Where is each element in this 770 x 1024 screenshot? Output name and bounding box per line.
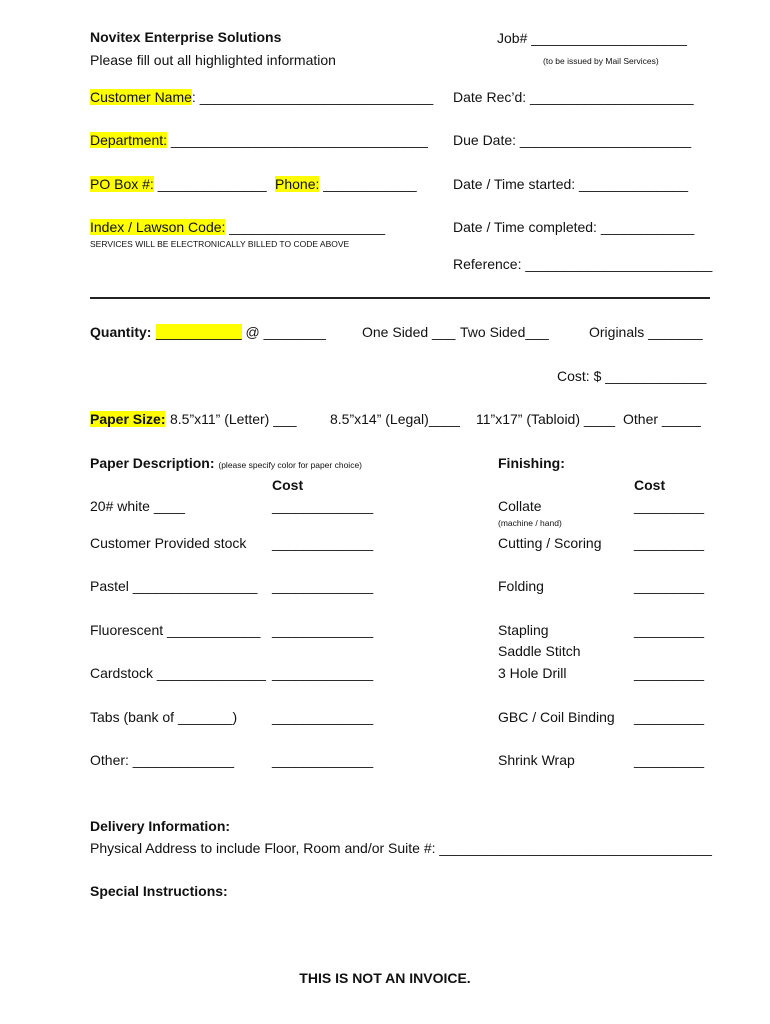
paper-item-fluorescent[interactable]: Fluorescent ____________ (90, 622, 261, 638)
date-received-field[interactable]: Date Rec’d: _____________________ (453, 89, 694, 105)
quantity-row (156, 323, 326, 341)
finishing-folding-cost[interactable]: _________ (634, 578, 705, 594)
paper-letter-option[interactable]: 8.5”x11” (Letter) ___ (170, 411, 297, 427)
paper-cost-fluorescent[interactable]: _____________ (272, 622, 374, 638)
instruction-text: Please fill out all highlighted information (90, 52, 336, 68)
paper-size-label: Paper Size: (90, 411, 166, 427)
pobox-row (90, 175, 267, 193)
finishing-hole-drill: 3 Hole Drill (498, 665, 567, 681)
paper-cost-white[interactable]: _____________ (272, 498, 374, 514)
delivery-address-field[interactable]: Physical Address to include Floor, Room and/or Suite #: ___________________________________ (90, 840, 712, 856)
finishing-stapling: Stapling (498, 622, 549, 638)
pobox-field[interactable]: ______________ (153, 176, 267, 192)
department-row (90, 131, 428, 149)
quantity-label: Quantity: (90, 324, 152, 340)
special-instructions-label: Special Instructions: (90, 883, 228, 899)
section-divider (90, 297, 710, 299)
date-started-field[interactable]: Date / Time started: ______________ (453, 176, 689, 192)
paper-other-option[interactable]: Other _____ (623, 411, 701, 427)
job-number-field[interactable]: Job# ____________________ (497, 30, 687, 46)
finishing-stapling-cost[interactable]: _________ (634, 622, 705, 638)
paper-item-pastel[interactable]: Pastel ________________ (90, 578, 258, 594)
index-code-label: Index / Lawson Code: (90, 219, 226, 235)
finishing-saddle-stitch: Saddle Stitch (498, 643, 581, 659)
one-sided-option[interactable]: One Sided ___ (362, 324, 456, 340)
paper-description-note: (please specify color for paper choice) (218, 460, 362, 470)
special-instructions-area[interactable] (90, 904, 710, 956)
not-invoice-notice: THIS IS NOT AN INVOICE. (299, 970, 471, 986)
company-name: Novitex Enterprise Solutions (90, 29, 282, 45)
paper-cost-customer-stock[interactable]: _____________ (272, 535, 374, 551)
index-code-field[interactable]: ____________________ (225, 219, 386, 235)
finishing-cost-header: Cost (634, 477, 666, 493)
customer-name-row (90, 88, 433, 106)
two-sided-option[interactable]: Two Sided___ (460, 324, 549, 340)
reference-field[interactable]: Reference: ________________________ (453, 256, 713, 272)
finishing-shrink-wrap: Shrink Wrap (498, 752, 575, 768)
pobox-label: PO Box #: (90, 176, 154, 192)
department-field[interactable]: _________________________________ (167, 132, 428, 148)
paper-cost-header: Cost (272, 477, 304, 493)
billing-note: SERVICES WILL BE ELECTRONICALLY BILLED TO CODE ABOVE (90, 239, 350, 249)
department-label: Department: (90, 132, 168, 148)
paper-cost-cardstock[interactable]: _____________ (272, 665, 374, 681)
paper-legal-option[interactable]: 8.5”x14” (Legal)____ (330, 411, 460, 427)
paper-item-other[interactable]: Other: _____________ (90, 752, 235, 768)
paper-cost-other[interactable]: _____________ (272, 752, 374, 768)
finishing-label: Finishing: (498, 455, 565, 471)
paper-item-customer-stock[interactable]: Customer Provided stock (90, 535, 247, 551)
finishing-gbc: GBC / Coil Binding (498, 709, 615, 725)
customer-name-label: Customer Name (90, 89, 192, 105)
paper-cost-pastel[interactable]: _____________ (272, 578, 374, 594)
paper-description-heading (90, 454, 362, 472)
paper-item-tabs[interactable]: Tabs (bank of _______) (90, 709, 238, 725)
paper-description-label: Paper Description: (90, 455, 215, 471)
finishing-cutting: Cutting / Scoring (498, 535, 602, 551)
phone-label: Phone: (275, 176, 320, 192)
paper-size-label-row (90, 410, 165, 428)
paper-tabloid-option[interactable]: 11”x17” (Tabloid) ____ (476, 411, 616, 427)
finishing-collate-note: (machine / hand) (498, 518, 562, 528)
phone-row (275, 175, 417, 193)
finishing-folding: Folding (498, 578, 544, 594)
finishing-gbc-cost[interactable]: _________ (634, 709, 705, 725)
phone-field[interactable]: ____________ (319, 176, 417, 192)
finishing-cutting-cost[interactable]: _________ (634, 535, 705, 551)
finishing-collate-cost[interactable]: _________ (634, 498, 705, 514)
customer-name-field[interactable]: : ______________________________ (191, 89, 434, 105)
finishing-drill-cost[interactable]: _________ (634, 665, 705, 681)
index-code-row (90, 218, 385, 236)
paper-item-cardstock[interactable]: Cardstock ______________ (90, 665, 266, 681)
quantity-at-field[interactable]: @ ________ (241, 324, 326, 340)
finishing-collate: Collate (498, 498, 542, 514)
originals-field[interactable]: Originals _______ (589, 324, 703, 340)
job-number-note: (to be issued by Mail Services) (543, 56, 659, 66)
finishing-shrink-cost[interactable]: _________ (634, 752, 705, 768)
date-completed-field[interactable]: Date / Time completed: ____________ (453, 219, 695, 235)
delivery-label: Delivery Information: (90, 818, 231, 834)
paper-item-white[interactable]: 20# white ____ (90, 498, 185, 514)
due-date-field[interactable]: Due Date: ______________________ (453, 132, 692, 148)
paper-cost-tabs[interactable]: _____________ (272, 709, 374, 725)
quantity-cost-field[interactable]: Cost: $ _____________ (557, 368, 707, 384)
quantity-field[interactable]: ___________ (156, 324, 242, 340)
